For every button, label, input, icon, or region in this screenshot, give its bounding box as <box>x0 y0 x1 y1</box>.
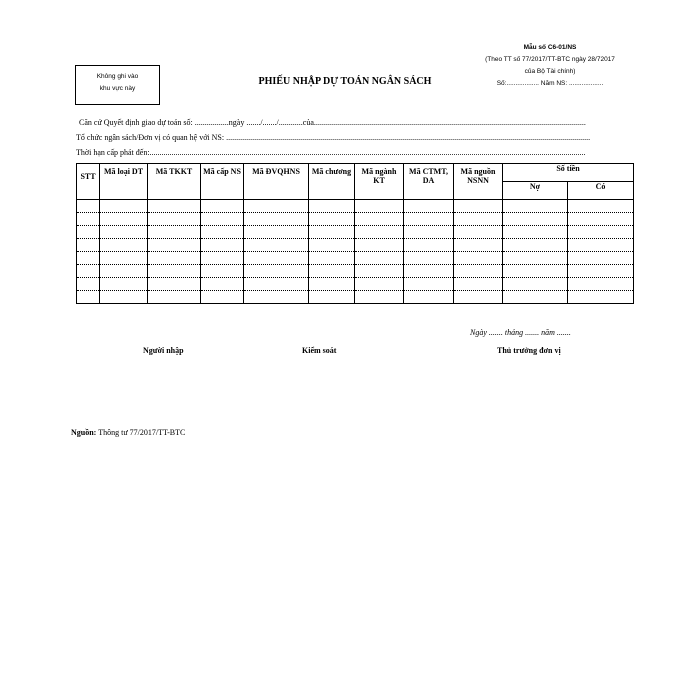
source-text: Thông tư 77/2017/TT-BTC <box>98 428 186 437</box>
document-title: PHIẾU NHẬP DỰ TOÁN NGÂN SÁCH <box>258 76 432 87</box>
date-line: Ngày ....... tháng ....... năm ....... <box>470 328 571 337</box>
source-label: Nguồn: <box>71 428 97 437</box>
col-so-tien: Số tiền <box>503 164 634 182</box>
table-row <box>77 200 634 213</box>
col-ma-nganh-kt: Mã ngành KT <box>355 164 404 200</box>
col-co: Có <box>568 182 634 200</box>
form-meta <box>470 42 630 90</box>
col-ma-dvqhns: Mã ĐVQHNS <box>244 164 309 200</box>
table-row <box>77 291 634 304</box>
col-ma-nguon-nsnn: Mã nguồn NSNN <box>454 164 503 200</box>
form-basis: (Theo TT số 77/2017/TT-BTC ngày 28/72017 <box>485 56 615 63</box>
not-for-writing-box <box>75 65 160 105</box>
decision-line: Căn cứ Quyết định giao dự toán số: .................ngày ......./......./............của........................................................................................................................................ <box>79 118 586 127</box>
organization-line: Tổ chức ngân sách/Đơn vị có quan hệ với NS: ...................................................................................................................................................................................... <box>76 133 591 142</box>
signature-head: Thủ trưởng đơn vị <box>497 346 561 355</box>
col-ma-ctmt-da: Mã CTMT, DA <box>404 164 454 200</box>
col-no: Nợ <box>503 182 568 200</box>
stamp-box-line-2: khu vực này <box>99 85 136 92</box>
form-issuer: của Bộ Tài chính) <box>524 68 576 75</box>
table-row <box>77 265 634 278</box>
col-ma-chuong: Mã chương <box>309 164 355 200</box>
col-stt: STT <box>77 164 100 200</box>
col-ma-loai-dt: Mã loại DT <box>100 164 148 200</box>
budget-entry-table <box>76 163 634 304</box>
col-ma-cap-ns: Mã cấp NS <box>201 164 244 200</box>
table-row <box>77 278 634 291</box>
table-row <box>77 226 634 239</box>
signature-entry: Người nhập <box>143 346 184 355</box>
col-ma-tkkt: Mã TKKT <box>148 164 201 200</box>
deadline-line: Thời hạn cấp phát đến:.......................................................................................................................................................................................................................... <box>76 148 586 157</box>
table-row <box>77 239 634 252</box>
signature-control: Kiểm soát <box>302 346 337 355</box>
table-row <box>77 213 634 226</box>
stamp-box-line-1: Không ghi vào <box>96 73 139 80</box>
form-code: Mẫu số C6-01/NS <box>523 44 577 51</box>
form-numbers: Số:.................. Năm NS: ................... <box>496 80 604 87</box>
source-note <box>71 428 185 437</box>
table-row <box>77 252 634 265</box>
